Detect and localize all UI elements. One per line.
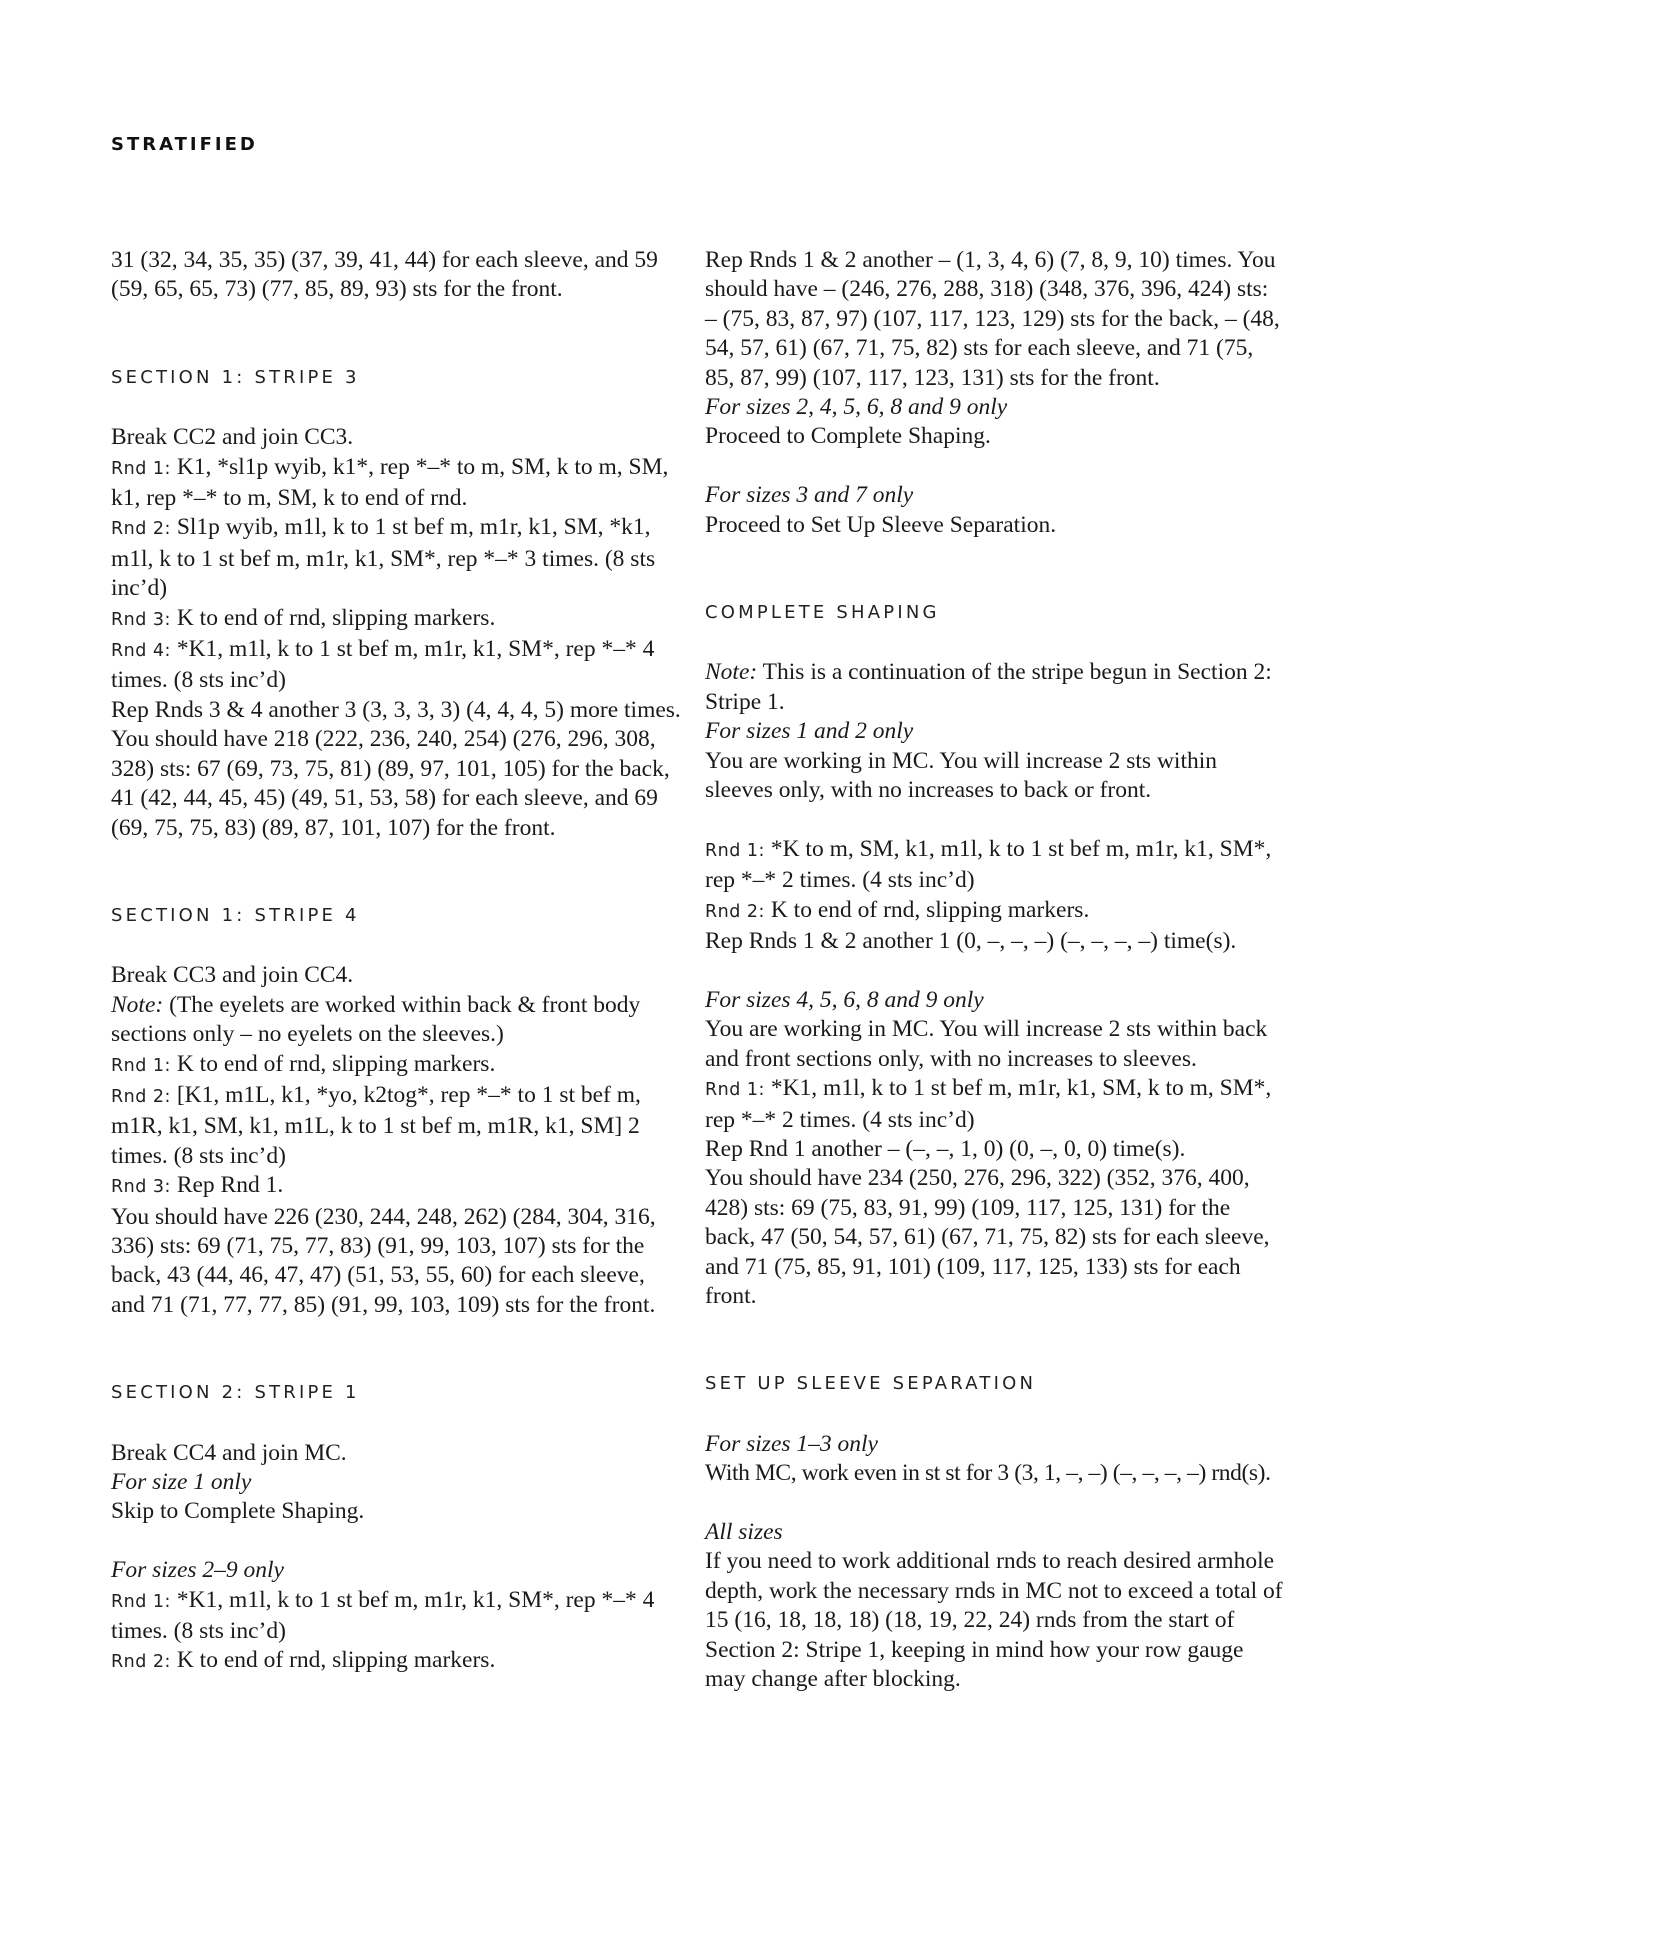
round-text: *K1, m1l, k to 1 st bef m, m1r, k1, SM*, rep *–* 4 times. (8 sts inc’d) bbox=[111, 636, 655, 694]
round-label: Rnd 4: bbox=[111, 641, 171, 662]
size-label: For sizes 1 and 2 only bbox=[705, 718, 914, 745]
size-label: For sizes 4, 5, 6, 8 and 9 only bbox=[705, 986, 984, 1013]
size-instruction: If you need to work additional rnds to reach desired armhole depth, work the necessary rnds in MC not to exceed a total of 15 (16, 18, 18, 18) (18, 19, 22, 24) rnds from the start of Section 2: Stripe 1, keeping in mind how your row gauge may change after blocking. bbox=[705, 1548, 1283, 1692]
section-heading-complete-shaping: COMPLETE SHAPING bbox=[705, 602, 940, 624]
paragraph: Break CC4 and join MC. bbox=[111, 1439, 347, 1466]
round-text: *K to m, SM, k1, m1l, k to 1 st bef m, m1r, k1, SM*, rep *–* 2 times. (4 sts inc’d) bbox=[705, 835, 1272, 894]
size-label: For sizes 3 and 7 only bbox=[705, 482, 914, 509]
size-group bbox=[111, 1468, 681, 1527]
size-group bbox=[705, 986, 1285, 1311]
stitch-total: You should have 226 (230, 244, 248, 262) (284, 304, 316, 336) sts: 69 (71, 75, 77, 83) (91, 99, 103, 107) sts for the back, 43 (44, 46, 47, 47) (51, 53, 55, 60) for each sleeve, and 71 (71, 77, 77, 85) (91, 99, 103, 109) sts for the front. bbox=[111, 1203, 656, 1318]
size-instruction: Proceed to Set Up Sleeve Separation. bbox=[705, 511, 1057, 538]
left-column bbox=[111, 246, 681, 1678]
intro-paragraph: 31 (32, 34, 35, 35) (37, 39, 41, 44) for each sleeve, and 59 (59, 65, 65, 73) (77, 85, 89, 93) sts for the front. bbox=[111, 247, 658, 303]
note-text: (The eyelets are worked within back & front body sections only – no eyelets on the sleeves.) bbox=[111, 991, 641, 1048]
round-label: Rnd 2: bbox=[111, 519, 171, 540]
round-text: K to end of rnd, slipping markers. bbox=[170, 1050, 496, 1077]
round-text: *K1, m1l, k to 1 st bef m, m1r, k1, SM*, rep *–* 4 times. (8 sts inc’d) bbox=[111, 1586, 655, 1645]
stitch-total: You should have 234 (250, 276, 296, 322) (352, 376, 400, 428) sts: 69 (75, 83, 91, 99) (109, 117, 125, 131) for the back, 47 (50, 54, 57, 61) (67, 71, 75, 82) sts for each sleeve, and 71 (75, 85, 91, 101) (109, 117, 125, 133) sts for each front. bbox=[705, 1165, 1270, 1309]
round-text: K to end of rnd, slipping markers. bbox=[170, 604, 496, 631]
repeat-paragraph: Rep Rnds 1 & 2 another – (1, 3, 4, 6) (7, 8, 9, 10) times. You should have – (246, 276, 288, 318) (348, 376, 396, 424) sts: – (75, 83, 87, 97) (107, 117, 123, 129) sts for the back, – (48, 54, 57, 61) (67, 71, 75, 82) sts for each sleeve, and 71 (75, 85, 87, 99) (107, 117, 123, 131) sts for the front. bbox=[705, 247, 1280, 391]
round-text: *K1, m1l, k to 1 st bef m, m1r, k1, SM, k to m, SM*, rep *–* 2 times. (4 sts inc’d) bbox=[705, 1075, 1272, 1133]
note-label: Note: bbox=[111, 991, 164, 1018]
size-label: For sizes 1–3 only bbox=[705, 1430, 878, 1457]
size-instruction: You are working in MC. You will increase 2 sts within back and front sections only, with no increases to sleeves. bbox=[705, 1016, 1268, 1072]
size-instruction: Skip to Complete Shaping. bbox=[111, 1498, 365, 1525]
size-label: All sizes bbox=[705, 1518, 783, 1545]
round-label: Rnd 3: bbox=[111, 609, 171, 630]
round-label: Rnd 3: bbox=[111, 1177, 171, 1198]
round-label: Rnd 1: bbox=[111, 1591, 171, 1612]
round-label: Rnd 2: bbox=[111, 1086, 171, 1107]
round-text: K to end of rnd, slipping markers. bbox=[764, 896, 1090, 923]
note-label: Note: bbox=[705, 659, 758, 686]
round-label: Rnd 2: bbox=[705, 901, 765, 922]
round-text: Rep Rnd 1. bbox=[170, 1172, 284, 1199]
size-label: For size 1 only bbox=[111, 1469, 252, 1495]
instruction-group bbox=[111, 453, 681, 843]
section-heading-sleeve-separation: SET UP SLEEVE SEPARATION bbox=[705, 1373, 1037, 1395]
size-group bbox=[705, 481, 1285, 540]
note-paragraph bbox=[705, 658, 1285, 717]
size-group bbox=[705, 1430, 1285, 1489]
section-heading-s2-stripe1: SECTION 2: STRIPE 1 bbox=[111, 1382, 360, 1404]
section-heading-s1-stripe4: SECTION 1: STRIPE 4 bbox=[111, 904, 360, 926]
size-instruction: You are working in MC. You will increase 2 sts within sleeves only, with no increases to back or front. bbox=[705, 747, 1218, 804]
stitch-total: You should have 218 (222, 236, 240, 254) (276, 296, 308, 328) sts: 67 (69, 73, 75, 81) (89, 97, 101, 105) for the back, 41 (42, 44, 45, 45) (49, 51, 53, 58) for each sleeve, and 69 (69, 75, 75, 83) (89, 87, 101, 107) for the front. bbox=[111, 726, 670, 841]
round-instruction bbox=[111, 635, 681, 696]
section-heading-s1-stripe3: SECTION 1: STRIPE 3 bbox=[111, 366, 360, 388]
round-instruction bbox=[111, 1171, 681, 1202]
paragraph: Break CC2 and join CC3. bbox=[111, 424, 354, 451]
instruction-group bbox=[705, 835, 1285, 957]
round-label: Rnd 1: bbox=[111, 458, 171, 479]
round-instruction bbox=[111, 1050, 681, 1081]
round-instruction bbox=[705, 896, 1285, 927]
size-instruction: Proceed to Complete Shaping. bbox=[705, 423, 991, 450]
round-text: K to end of rnd, slipping markers. bbox=[170, 1647, 496, 1674]
round-label: Rnd 1: bbox=[111, 1055, 171, 1076]
size-group bbox=[705, 393, 1285, 452]
round-instruction bbox=[705, 1074, 1285, 1135]
round-instruction bbox=[111, 604, 681, 635]
repeat-instruction: Rep Rnd 1 another – (–, –, 1, 0) (0, –, 0, 0) time(s). bbox=[705, 1135, 1186, 1162]
note-text: This is a continuation of the stripe begun in Section 2: Stripe 1. bbox=[705, 659, 1272, 715]
round-instruction bbox=[111, 1081, 681, 1171]
size-label: For sizes 2, 4, 5, 6, 8 and 9 only bbox=[705, 394, 1008, 421]
size-group bbox=[705, 717, 1285, 805]
round-label: Rnd 1: bbox=[705, 840, 765, 861]
running-head: STRATIFIED bbox=[111, 134, 258, 155]
size-group bbox=[111, 1556, 681, 1678]
size-label: For sizes 2–9 only bbox=[111, 1557, 284, 1584]
note-paragraph bbox=[111, 991, 681, 1050]
round-instruction bbox=[111, 1646, 681, 1677]
round-instruction bbox=[111, 453, 681, 514]
round-text: K1, *sl1p wyib, k1*, rep *–* to m, SM, k to m, SM, k1, rep *–* to m, SM, k to end of rnd. bbox=[111, 453, 669, 512]
round-text: Sl1p wyib, m1l, k to 1 st bef m, m1r, k1, SM, *k1, m1l, k to 1 st bef m, m1r, k1, SM*, rep *–* 3 times. (8 sts inc’d) bbox=[111, 514, 656, 602]
paragraph: Break CC3 and join CC4. bbox=[111, 962, 354, 989]
size-group bbox=[705, 1518, 1285, 1694]
round-instruction bbox=[111, 1586, 681, 1647]
repeat-instruction: Rep Rnds 3 & 4 another 3 (3, 3, 3, 3) (4, 4, 4, 5) more times. bbox=[111, 696, 681, 723]
round-instruction bbox=[111, 513, 681, 603]
size-instruction: With MC, work even in st st for 3 (3, 1, –, –) (–, –, –, –) rnd(s). bbox=[705, 1460, 1271, 1487]
repeat-instruction: Rep Rnds 1 & 2 another 1 (0, –, –, –) (–, –, –, –) time(s). bbox=[705, 928, 1237, 955]
round-instruction bbox=[705, 835, 1285, 896]
instruction-group bbox=[111, 1050, 681, 1321]
round-text: [K1, m1L, k1, *yo, k2tog*, rep *–* to 1 st bef m, m1R, k1, SM, k1, m1L, k to 1 st bef m, m1R, k1, SM] 2 times. (8 sts inc’d) bbox=[111, 1081, 641, 1169]
round-label: Rnd 1: bbox=[705, 1080, 765, 1101]
round-label: Rnd 2: bbox=[111, 1652, 171, 1673]
right-column bbox=[705, 246, 1285, 1694]
